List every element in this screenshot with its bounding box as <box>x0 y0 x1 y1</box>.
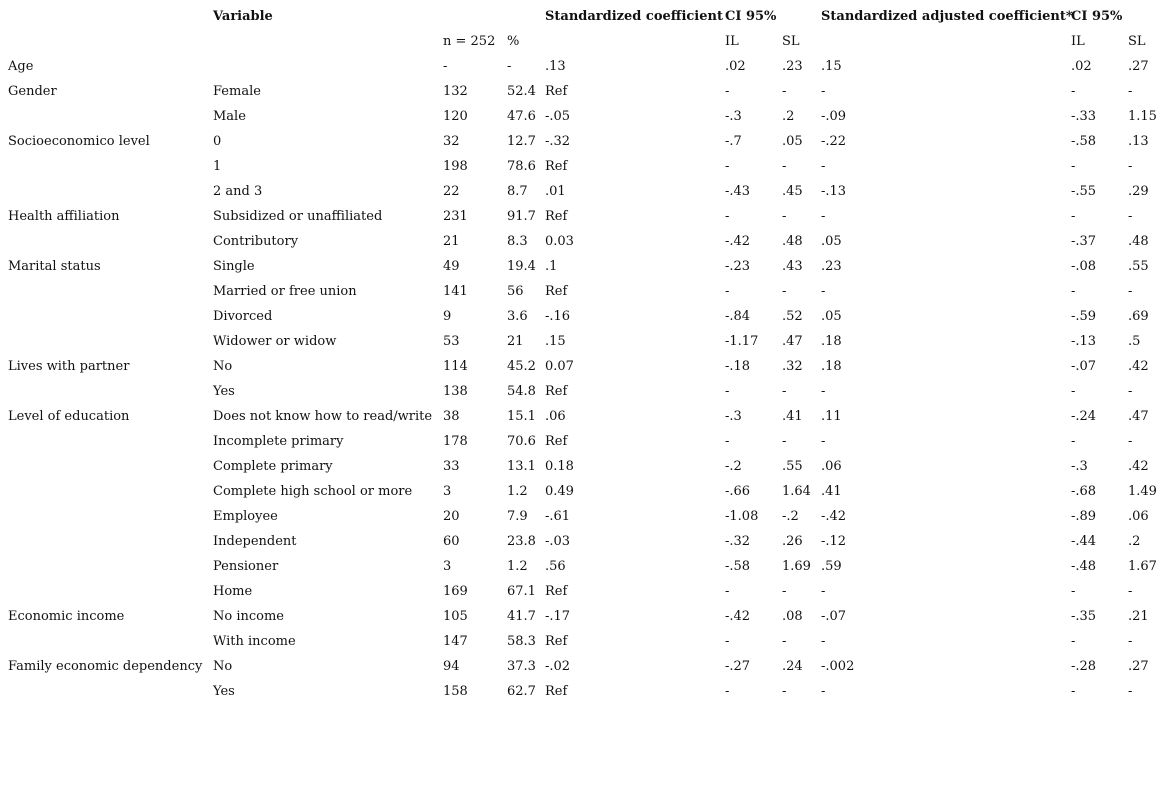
cell-ci-sl: .05 <box>782 134 803 149</box>
cell-ci-sl: - <box>782 634 787 649</box>
cell-adj-ci-il: -.3 <box>1071 459 1088 474</box>
cell-ci-il: - <box>725 284 730 299</box>
cell-ci-sl: .45 <box>782 184 803 199</box>
cell-ci-sl: -.2 <box>782 509 799 524</box>
cell-ci-sl: - <box>782 159 787 174</box>
cell-category: No <box>213 359 233 374</box>
cell-variable: Family economic dependency <box>8 659 203 674</box>
cell-adjusted-coefficient: .11 <box>821 409 842 424</box>
cell-ci-il: -.2 <box>725 459 742 474</box>
cell-n: 22 <box>443 184 460 199</box>
cell-n: 114 <box>443 359 468 374</box>
cell-variable: Age <box>8 59 34 74</box>
cell-coefficient: 0.03 <box>545 234 574 249</box>
cell-coefficient: .01 <box>545 184 566 199</box>
cell-adj-ci-il: -.24 <box>1071 409 1097 424</box>
cell-coefficient: .13 <box>545 59 566 74</box>
cell-adj-ci-sl: .2 <box>1128 534 1141 549</box>
cell-coefficient: -.32 <box>545 134 571 149</box>
cell-n: 33 <box>443 459 460 474</box>
cell-percent: 8.3 <box>507 234 528 249</box>
cell-n: 60 <box>443 534 460 549</box>
cell-adjusted-coefficient: -.22 <box>821 134 847 149</box>
cell-coefficient: 0.49 <box>545 484 574 499</box>
cell-variable: Gender <box>8 84 57 99</box>
cell-percent: 52.4 <box>507 84 536 99</box>
cell-percent: 23.8 <box>507 534 536 549</box>
cell-coefficient: Ref <box>545 284 568 299</box>
cell-adjusted-coefficient: -.42 <box>821 509 847 524</box>
cell-adjusted-coefficient: -.09 <box>821 109 847 124</box>
cell-percent: - <box>507 59 512 74</box>
subheader-n: n = 252 <box>443 34 496 49</box>
cell-ci-sl: .55 <box>782 459 803 474</box>
cell-n: 178 <box>443 434 468 449</box>
cell-adjusted-coefficient: .23 <box>821 259 842 274</box>
cell-adj-ci-il: - <box>1071 284 1076 299</box>
cell-adj-ci-il: - <box>1071 159 1076 174</box>
cell-percent: 13.1 <box>507 459 536 474</box>
cell-adjusted-coefficient: .18 <box>821 359 842 374</box>
subheader-il-2: IL <box>1071 34 1085 49</box>
cell-adj-ci-sl: - <box>1128 684 1133 699</box>
cell-percent: 3.6 <box>507 309 528 324</box>
cell-n: 3 <box>443 559 452 574</box>
cell-adj-ci-sl: - <box>1128 584 1133 599</box>
cell-adj-ci-sl: - <box>1128 634 1133 649</box>
cell-category: Independent <box>213 534 297 549</box>
cell-category: 2 and 3 <box>213 184 263 199</box>
cell-coefficient: Ref <box>545 209 568 224</box>
cell-ci-il: .02 <box>725 59 746 74</box>
cell-adj-ci-il: - <box>1071 684 1076 699</box>
cell-adjusted-coefficient: - <box>821 159 826 174</box>
cell-percent: 78.6 <box>507 159 536 174</box>
cell-ci-il: - <box>725 84 730 99</box>
cell-adj-ci-sl: .29 <box>1128 184 1149 199</box>
cell-ci-sl: - <box>782 584 787 599</box>
cell-adjusted-coefficient: - <box>821 634 826 649</box>
cell-ci-il: -.32 <box>725 534 751 549</box>
cell-ci-sl: - <box>782 84 787 99</box>
cell-adj-ci-il: -.35 <box>1071 609 1097 624</box>
cell-n: - <box>443 59 448 74</box>
cell-ci-sl: .41 <box>782 409 803 424</box>
cell-n: 169 <box>443 584 468 599</box>
cell-adjusted-coefficient: .05 <box>821 234 842 249</box>
cell-coefficient: Ref <box>545 584 568 599</box>
cell-adj-ci-il: - <box>1071 384 1076 399</box>
cell-percent: 21 <box>507 334 524 349</box>
cell-category: No <box>213 659 233 674</box>
header-standardized-adjusted-coefficient: Standardized adjusted coefficient* <box>821 9 1073 24</box>
cell-adjusted-coefficient: - <box>821 584 826 599</box>
cell-ci-il: -.3 <box>725 109 742 124</box>
cell-coefficient: Ref <box>545 684 568 699</box>
cell-ci-sl: .24 <box>782 659 803 674</box>
cell-variable: Socioeconomico level <box>8 134 150 149</box>
header-ci95-2: CI 95% <box>1071 9 1123 24</box>
cell-adj-ci-sl: - <box>1128 384 1133 399</box>
cell-adjusted-coefficient: - <box>821 684 826 699</box>
cell-percent: 19.4 <box>507 259 536 274</box>
cell-percent: 1.2 <box>507 484 528 499</box>
cell-coefficient: -.17 <box>545 609 571 624</box>
cell-ci-il: - <box>725 384 730 399</box>
cell-ci-sl: .47 <box>782 334 803 349</box>
cell-category: Divorced <box>213 309 273 324</box>
cell-coefficient: -.16 <box>545 309 571 324</box>
cell-category: Widower or widow <box>213 334 337 349</box>
cell-adj-ci-il: -.33 <box>1071 109 1097 124</box>
cell-category: Complete high school or more <box>213 484 413 499</box>
cell-adj-ci-sl: .55 <box>1128 259 1149 274</box>
subheader-sl-1: SL <box>782 34 800 49</box>
cell-coefficient: Ref <box>545 84 568 99</box>
cell-adj-ci-il: -.55 <box>1071 184 1097 199</box>
cell-adj-ci-sl: 1.67 <box>1128 559 1157 574</box>
cell-ci-sl: - <box>782 384 787 399</box>
subheader-il-1: IL <box>725 34 739 49</box>
cell-ci-sl: 1.64 <box>782 484 811 499</box>
cell-variable: Lives with partner <box>8 359 130 374</box>
cell-category: Female <box>213 84 261 99</box>
cell-adj-ci-sl: - <box>1128 434 1133 449</box>
cell-n: 132 <box>443 84 468 99</box>
cell-adj-ci-sl: .5 <box>1128 334 1141 349</box>
cell-ci-sl: .08 <box>782 609 803 624</box>
cell-ci-sl: 1.69 <box>782 559 811 574</box>
cell-adj-ci-sl: .06 <box>1128 509 1149 524</box>
cell-category: 0 <box>213 134 222 149</box>
cell-n: 49 <box>443 259 460 274</box>
cell-coefficient: Ref <box>545 159 568 174</box>
cell-adj-ci-il: -.89 <box>1071 509 1097 524</box>
cell-adj-ci-sl: .69 <box>1128 309 1149 324</box>
cell-coefficient: Ref <box>545 634 568 649</box>
cell-percent: 7.9 <box>507 509 528 524</box>
cell-ci-il: -.18 <box>725 359 751 374</box>
cell-adj-ci-il: -.48 <box>1071 559 1097 574</box>
cell-n: 138 <box>443 384 468 399</box>
cell-n: 147 <box>443 634 468 649</box>
cell-variable: Level of education <box>8 409 130 424</box>
cell-coefficient: .06 <box>545 409 566 424</box>
cell-adjusted-coefficient: .15 <box>821 59 842 74</box>
cell-ci-sl: .26 <box>782 534 803 549</box>
cell-percent: 45.2 <box>507 359 536 374</box>
cell-ci-il: -.42 <box>725 609 751 624</box>
cell-adj-ci-sl: .42 <box>1128 459 1149 474</box>
cell-adjusted-coefficient: .41 <box>821 484 842 499</box>
cell-variable: Economic income <box>8 609 125 624</box>
cell-adj-ci-il: -.37 <box>1071 234 1097 249</box>
cell-category: Does not know how to read/write <box>213 409 433 424</box>
cell-adjusted-coefficient: - <box>821 209 826 224</box>
cell-category: 1 <box>213 159 222 174</box>
cell-ci-sl: .23 <box>782 59 803 74</box>
cell-ci-sl: .52 <box>782 309 803 324</box>
cell-n: 198 <box>443 159 468 174</box>
cell-ci-sl: .2 <box>782 109 795 124</box>
cell-adj-ci-il: - <box>1071 634 1076 649</box>
cell-adj-ci-sl: .48 <box>1128 234 1149 249</box>
cell-category: Single <box>213 259 255 274</box>
cell-adjusted-coefficient: -.002 <box>821 659 855 674</box>
cell-ci-il: -.27 <box>725 659 751 674</box>
cell-ci-il: -1.17 <box>725 334 759 349</box>
cell-category: Yes <box>213 384 235 399</box>
cell-coefficient: .56 <box>545 559 566 574</box>
header-standardized-coefficient: Standardized coefficient <box>545 9 723 24</box>
cell-category: Male <box>213 109 246 124</box>
cell-adj-ci-sl: .47 <box>1128 409 1149 424</box>
cell-percent: 12.7 <box>507 134 536 149</box>
cell-ci-il: -.23 <box>725 259 751 274</box>
cell-percent: 56 <box>507 284 524 299</box>
cell-n: 20 <box>443 509 460 524</box>
cell-adj-ci-il: .02 <box>1071 59 1092 74</box>
cell-coefficient: -.02 <box>545 659 571 674</box>
cell-adj-ci-sl: .27 <box>1128 59 1149 74</box>
cell-adj-ci-sl: - <box>1128 84 1133 99</box>
cell-adjusted-coefficient: .18 <box>821 334 842 349</box>
cell-adjusted-coefficient: .59 <box>821 559 842 574</box>
cell-n: 32 <box>443 134 460 149</box>
cell-coefficient: 0.07 <box>545 359 574 374</box>
cell-category: Complete primary <box>213 459 333 474</box>
cell-adj-ci-sl: 1.49 <box>1128 484 1157 499</box>
cell-percent: 70.6 <box>507 434 536 449</box>
cell-ci-il: -.7 <box>725 134 742 149</box>
cell-adjusted-coefficient: -.13 <box>821 184 847 199</box>
cell-n: 94 <box>443 659 460 674</box>
cell-adj-ci-sl: .13 <box>1128 134 1149 149</box>
cell-variable: Health affiliation <box>8 209 120 224</box>
cell-adj-ci-sl: - <box>1128 159 1133 174</box>
cell-percent: 91.7 <box>507 209 536 224</box>
cell-category: Employee <box>213 509 278 524</box>
cell-adj-ci-il: - <box>1071 84 1076 99</box>
cell-n: 231 <box>443 209 468 224</box>
cell-n: 3 <box>443 484 452 499</box>
cell-coefficient: -.05 <box>545 109 571 124</box>
cell-coefficient: Ref <box>545 384 568 399</box>
cell-ci-sl: - <box>782 684 787 699</box>
cell-adj-ci-il: -.07 <box>1071 359 1097 374</box>
cell-ci-il: - <box>725 584 730 599</box>
cell-percent: 47.6 <box>507 109 536 124</box>
cell-ci-il: -.58 <box>725 559 751 574</box>
subheader-pct: % <box>507 34 520 49</box>
cell-ci-sl: - <box>782 209 787 224</box>
cell-ci-il: - <box>725 434 730 449</box>
cell-adjusted-coefficient: -.12 <box>821 534 847 549</box>
cell-n: 105 <box>443 609 468 624</box>
cell-adj-ci-il: -.58 <box>1071 134 1097 149</box>
cell-category: Subsidized or unaffiliated <box>213 209 383 224</box>
cell-adjusted-coefficient: - <box>821 384 826 399</box>
cell-percent: 1.2 <box>507 559 528 574</box>
cell-adj-ci-il: -.13 <box>1071 334 1097 349</box>
cell-adjusted-coefficient: - <box>821 284 826 299</box>
cell-ci-sl: .48 <box>782 234 803 249</box>
cell-adj-ci-sl: .42 <box>1128 359 1149 374</box>
cell-percent: 62.7 <box>507 684 536 699</box>
cell-adjusted-coefficient: .05 <box>821 309 842 324</box>
cell-coefficient: -.61 <box>545 509 571 524</box>
cell-ci-il: -1.08 <box>725 509 759 524</box>
cell-adj-ci-sl: 1.15 <box>1128 109 1157 124</box>
cell-adjusted-coefficient: - <box>821 84 826 99</box>
cell-ci-il: -.43 <box>725 184 751 199</box>
cell-n: 120 <box>443 109 468 124</box>
header-ci95-1: CI 95% <box>725 9 777 24</box>
cell-adj-ci-il: -.59 <box>1071 309 1097 324</box>
cell-percent: 8.7 <box>507 184 528 199</box>
cell-category: Home <box>213 584 253 599</box>
cell-adj-ci-sl: - <box>1128 209 1133 224</box>
cell-n: 9 <box>443 309 452 324</box>
cell-coefficient: Ref <box>545 434 568 449</box>
cell-adj-ci-sl: .21 <box>1128 609 1149 624</box>
cell-category: Pensioner <box>213 559 279 574</box>
cell-category: Incomplete primary <box>213 434 344 449</box>
cell-adj-ci-sl: .27 <box>1128 659 1149 674</box>
cell-ci-sl: - <box>782 434 787 449</box>
cell-adj-ci-il: -.68 <box>1071 484 1097 499</box>
cell-category: Contributory <box>213 234 299 249</box>
cell-ci-il: - <box>725 209 730 224</box>
cell-adj-ci-sl: - <box>1128 284 1133 299</box>
cell-adjusted-coefficient: -.07 <box>821 609 847 624</box>
cell-adj-ci-il: - <box>1071 434 1076 449</box>
cell-category: Married or free union <box>213 284 357 299</box>
cell-ci-sl: .32 <box>782 359 803 374</box>
cell-ci-sl: - <box>782 284 787 299</box>
cell-n: 53 <box>443 334 460 349</box>
header-variable: Variable <box>213 9 273 24</box>
cell-percent: 58.3 <box>507 634 536 649</box>
cell-ci-sl: .43 <box>782 259 803 274</box>
subheader-sl-2: SL <box>1128 34 1146 49</box>
cell-adj-ci-il: -.08 <box>1071 259 1097 274</box>
cell-coefficient: 0.18 <box>545 459 574 474</box>
cell-category: No income <box>213 609 284 624</box>
cell-variable: Marital status <box>8 259 101 274</box>
cell-ci-il: -.84 <box>725 309 751 324</box>
cell-n: 38 <box>443 409 460 424</box>
cell-n: 158 <box>443 684 468 699</box>
cell-ci-il: - <box>725 634 730 649</box>
cell-coefficient: -.03 <box>545 534 571 549</box>
cell-adj-ci-il: -.44 <box>1071 534 1097 549</box>
cell-percent: 54.8 <box>507 384 536 399</box>
cell-ci-il: -.3 <box>725 409 742 424</box>
cell-adjusted-coefficient: .06 <box>821 459 842 474</box>
cell-n: 141 <box>443 284 468 299</box>
cell-ci-il: -.42 <box>725 234 751 249</box>
cell-percent: 15.1 <box>507 409 536 424</box>
cell-category: With income <box>213 634 296 649</box>
cell-coefficient: .1 <box>545 259 558 274</box>
cell-adj-ci-il: - <box>1071 209 1076 224</box>
cell-percent: 41.7 <box>507 609 536 624</box>
cell-adjusted-coefficient: - <box>821 434 826 449</box>
cell-ci-il: -.66 <box>725 484 751 499</box>
cell-adj-ci-il: - <box>1071 584 1076 599</box>
cell-n: 21 <box>443 234 460 249</box>
cell-ci-il: - <box>725 684 730 699</box>
cell-category: Yes <box>213 684 235 699</box>
cell-coefficient: .15 <box>545 334 566 349</box>
cell-percent: 37.3 <box>507 659 536 674</box>
cell-ci-il: - <box>725 159 730 174</box>
cell-percent: 67.1 <box>507 584 536 599</box>
cell-adj-ci-il: -.28 <box>1071 659 1097 674</box>
